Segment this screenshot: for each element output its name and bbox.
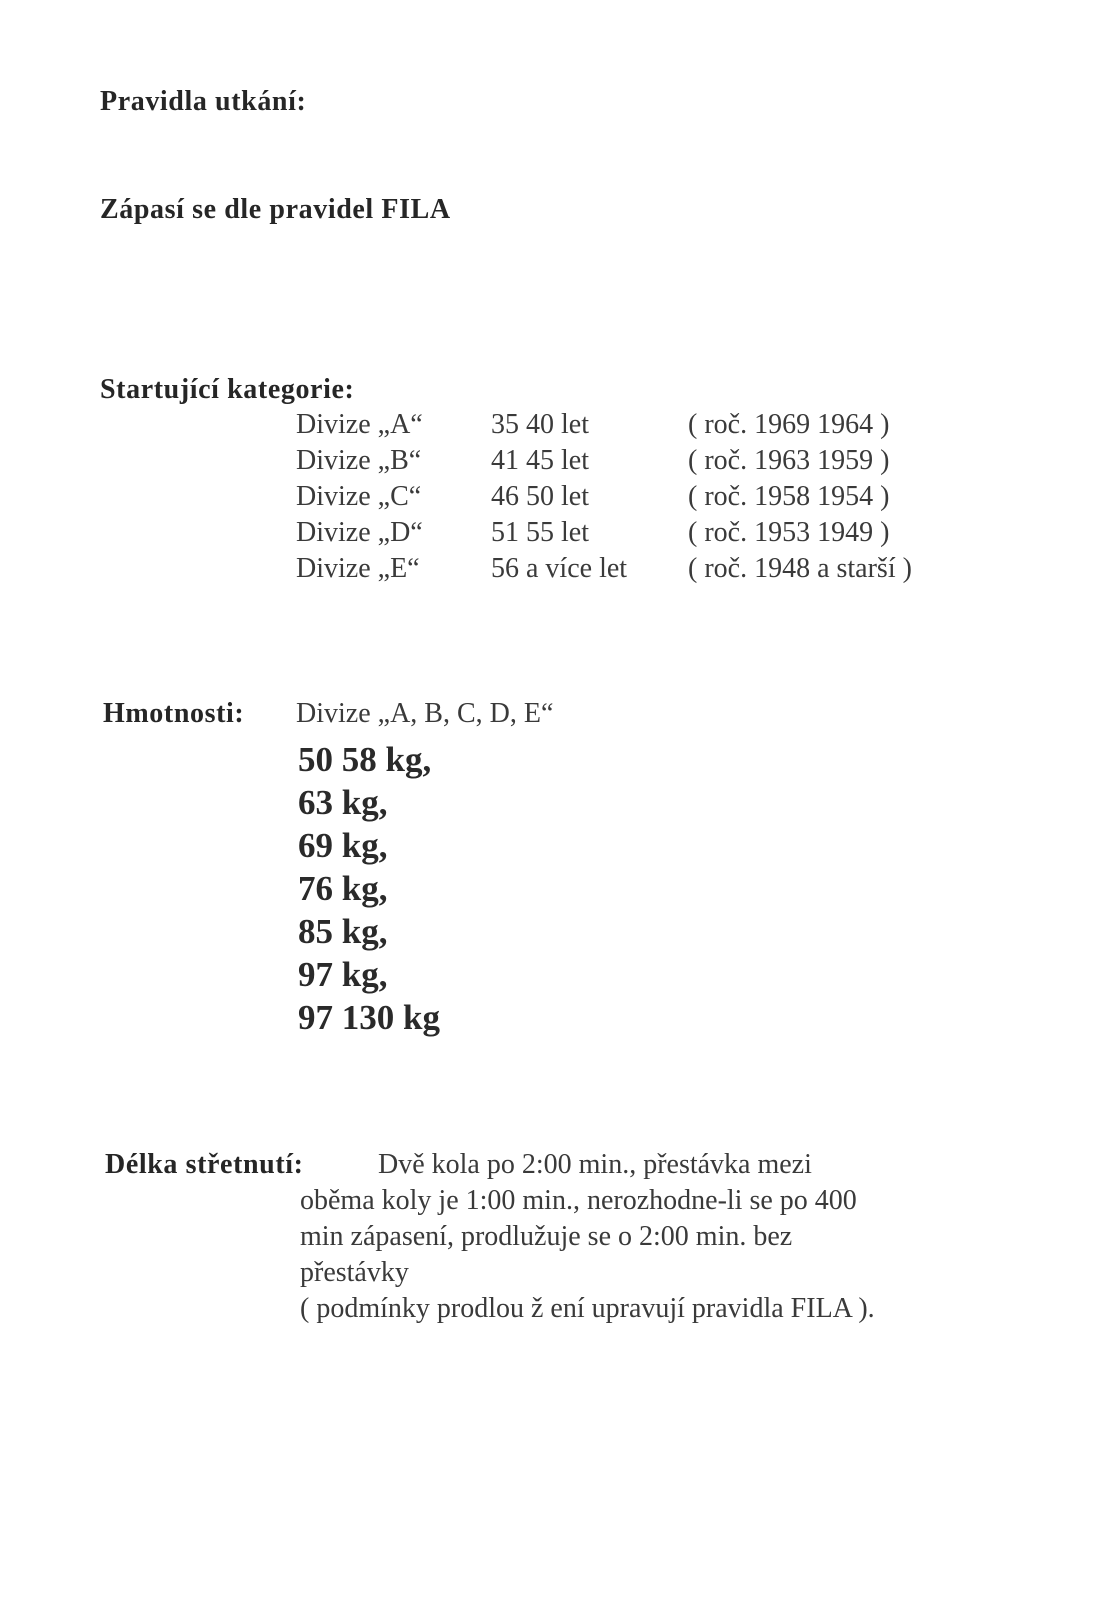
weight-class: 97 kg, (298, 955, 388, 994)
category-division: Divize „A“ (296, 409, 423, 440)
category-years: ( roč. 1953 1949 ) (688, 517, 890, 548)
category-age: 35 40 let (491, 409, 589, 440)
duration-line: ( podmínky prodlou ž ení upravují pravidla FILA ). (300, 1293, 875, 1324)
weight-class: 97 130 kg (298, 998, 440, 1037)
category-division: Divize „C“ (296, 481, 422, 512)
duration-line: min zápasení, prodlužuje se o 2:00 min. bez (300, 1221, 793, 1252)
category-years: ( roč. 1948 a starší ) (688, 553, 912, 584)
category-division: Divize „E“ (296, 553, 420, 584)
category-age: 51 55 let (491, 517, 589, 548)
weights-heading: Hmotnosti: (103, 698, 245, 729)
category-division: Divize „D“ (296, 517, 423, 548)
category-years: ( roč. 1963 1959 ) (688, 445, 890, 476)
categories-heading: Startující kategorie: (100, 374, 355, 405)
weight-class: 69 kg, (298, 826, 388, 865)
weight-class: 76 kg, (298, 869, 388, 908)
page-title: Pravidla utkání: (100, 86, 307, 117)
category-years: ( roč. 1969 1964 ) (688, 409, 890, 440)
weight-class: 50 58 kg, (298, 740, 432, 779)
duration-line: přestávky (300, 1257, 409, 1288)
category-years: ( roč. 1958 1954 ) (688, 481, 890, 512)
category-age: 41 45 let (491, 445, 589, 476)
category-age: 46 50 let (491, 481, 589, 512)
rules-statement: Zápasí se dle pravidel FILA (100, 194, 451, 225)
duration-line: oběma koly je 1:00 min., nerozhodne-li se po 400 (300, 1185, 857, 1216)
weight-class: 63 kg, (298, 783, 388, 822)
weight-class: 85 kg, (298, 912, 388, 951)
duration-line: Dvě kola po 2:00 min., přestávka mezi (378, 1149, 812, 1180)
category-age: 56 a více let (491, 553, 628, 584)
duration-heading: Délka střetnutí: (105, 1149, 304, 1180)
weights-divisions: Divize „A, B, C, D, E“ (296, 698, 554, 729)
category-division: Divize „B“ (296, 445, 422, 476)
